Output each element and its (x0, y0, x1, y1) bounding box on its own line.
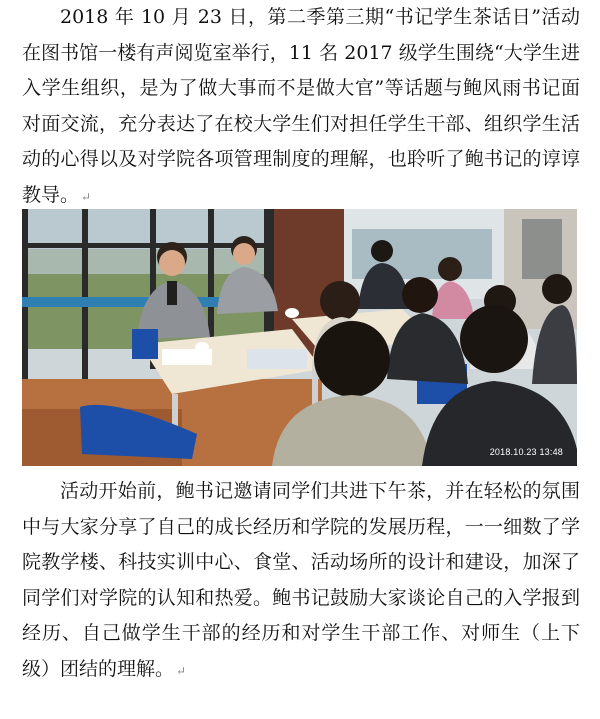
meeting-photo (22, 209, 577, 466)
paragraph-mark-icon: ↵ (176, 663, 187, 678)
photo-timestamp: 2018.10.23 13:48 (489, 447, 563, 457)
paragraph-intro-text: 2018 年 10 月 23 日，第二季第三期“书记学生茶话日”活动在图书馆一楼有声阅览室举行，11 名 2017 级学生围绕“大学生进入学生组织，是为了做大事而不是做大官”等话题与鲍风雨书记面对面交流，充分表达了在校大学生们对担任学生干部、组织学生活动的心得以及对学院各项管理制度的理解，也聆听了鲍书记的谆谆教导。 (22, 6, 580, 206)
meeting-photo-illustration (22, 209, 577, 466)
paragraph-activity (22, 474, 580, 689)
paragraph-mark-icon: ↵ (81, 189, 92, 204)
paragraph-intro (22, 0, 580, 215)
paragraph-activity-text: 活动开始前，鲍书记邀请同学们共进下午茶，并在轻松的氛围中与大家分享了自己的成长经历和学院的发展历程，一一细数了学院教学楼、科技实训中心、食堂、活动场所的设计和建设，加深了同学们对学院的认知和热爱。鲍书记鼓励大家谈论自己的入学报到经历、自己做学生干部的经历和对学生干部工作、对师生（上下级）团结的理解。 (22, 480, 580, 680)
